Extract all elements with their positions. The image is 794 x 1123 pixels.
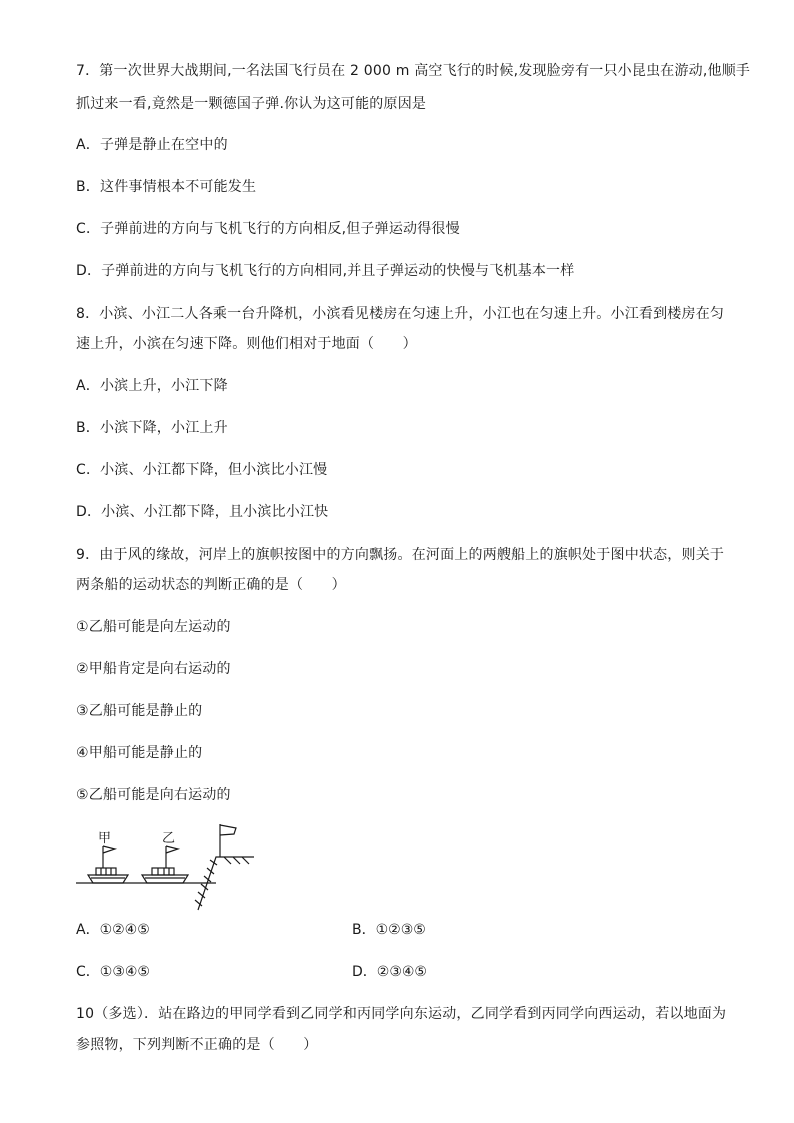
q7-option-a: A．子弹是静止在空中的 (76, 137, 228, 153)
q7-option-b: B．这件事情根本不可能发生 (76, 179, 257, 195)
q8-stem-line2: 速上升，小滨在匀速下降。则他们相对于地面（ ） (76, 336, 417, 352)
q9-boats-figure (74, 822, 264, 912)
q10-stem-line2: 参照物，下列判断不正确的是（ ） (76, 1037, 318, 1053)
q9-statement-3: ③乙船可能是静止的 (76, 703, 203, 719)
q8-option-b: B．小滨下降，小江上升 (76, 420, 228, 436)
q8-stem-line1: 8．小滨、小江二人各乘一台升降机，小滨看见楼房在匀速上升，小江也在匀速上升。小江看到楼房在匀 (76, 306, 725, 322)
q8-option-d: D．小滨、小江都下降，且小滨比小江快 (76, 504, 329, 520)
q9-stem-line1: 9．由于风的缘故，河岸上的旗帜按图中的方向飘扬。在河面上的两艘船上的旗帜处于图中状态，则关于 (76, 547, 725, 563)
q7-stem-line2: 抓过来一看,竟然是一颗德国子弹.你认为这可能的原因是 (76, 96, 427, 112)
jia-label: 甲 (98, 831, 112, 846)
q9-option-b: B．①②③⑤ (352, 922, 426, 938)
q9-option-c: C．①③④⑤ (76, 964, 150, 980)
q9-statement-1: ①乙船可能是向左运动的 (76, 619, 231, 635)
q9-statement-5: ⑤乙船可能是向右运动的 (76, 787, 231, 803)
yi-label: 乙 (162, 831, 176, 846)
q10-stem-line1: 10（多选）．站在路边的甲同学看到乙同学和丙同学向东运动，乙同学看到丙同学向西运动，若以地面为 (76, 1006, 727, 1022)
q9-option-a: A．①②④⑤ (76, 922, 150, 938)
q9-statement-2: ②甲船肯定是向右运动的 (76, 661, 231, 677)
q8-option-c: C．小滨、小江都下降，但小滨比小江慢 (76, 462, 328, 478)
q9-stem-line2: 两条船的运动状态的判断正确的是（ ） (76, 577, 346, 593)
q7-option-d: D．子弹前进的方向与飞机飞行的方向相同,并且子弹运动的快慢与飞机基本一样 (76, 263, 575, 279)
q8-option-a: A．小滨上升，小江下降 (76, 378, 228, 394)
q7-option-c: C．子弹前进的方向与飞机飞行的方向相反,但子弹运动得很慢 (76, 221, 460, 237)
q9-statement-4: ④甲船可能是静止的 (76, 745, 203, 761)
q7-stem-line1: 7．第一次世界大战期间,一名法国飞行员在 2 000 m 高空飞行的时候,发现脸旁有一只小昆虫在游动,他顺手 (76, 63, 751, 79)
q9-option-d: D．②③④⑤ (352, 964, 427, 980)
